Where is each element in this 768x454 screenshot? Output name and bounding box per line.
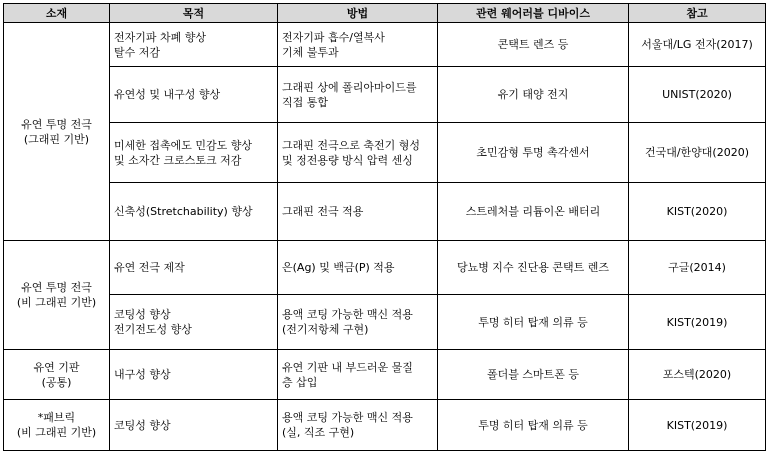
table-row [4,23,766,67]
device-cell: 유기 태양 전지 [438,67,629,123]
purpose-cell: 내구성 향상 [110,350,278,400]
header-row [4,4,766,23]
purpose-cell: 전자기파 차폐 향상 탈수 저감 [110,23,278,67]
device-cell: 투명 히터 탑재 의류 등 [438,400,629,451]
device-cell: 콘택트 렌즈 등 [438,23,629,67]
purpose-cell: 유연 전극 제작 [110,241,278,295]
comparison-table [3,3,766,451]
method-cell: 그래핀 상에 폴리아마이드를 직접 통합 [278,67,438,123]
method-cell: 유연 기판 내 부드러운 물질 층 삽입 [278,350,438,400]
reference-cell: 구글(2014) [629,241,766,295]
table-row [4,400,766,451]
purpose-cell: 코팅성 향상 [110,400,278,451]
category-cell: 유연 투명 전극 (그래핀 기반) [4,23,110,241]
reference-cell: UNIST(2020) [629,67,766,123]
device-cell: 당뇨병 지수 진단용 콘택트 렌즈 [438,241,629,295]
method-cell: 은(Ag) 및 백금(P) 적용 [278,241,438,295]
reference-cell: 서울대/LG 전자(2017) [629,23,766,67]
table-row [4,350,766,400]
method-cell: 용액 코팅 가능한 맥신 적용 (전기저항체 구현) [278,295,438,350]
header-material: 소재 [4,4,110,23]
table-row [4,67,766,123]
reference-cell: KIST(2019) [629,295,766,350]
header-purpose: 목적 [110,4,278,23]
header-reference: 참고 [629,4,766,23]
table-row [4,241,766,295]
purpose-cell: 미세한 접촉에도 민감도 향상 및 소자간 크로스토크 저감 [110,123,278,183]
purpose-cell: 코팅성 향상 전기전도성 향상 [110,295,278,350]
reference-cell: KIST(2019) [629,400,766,451]
header-device: 관련 웨어러블 디바이스 [438,4,629,23]
purpose-cell: 신축성(Stretchability) 향상 [110,183,278,241]
category-cell: 유연 기판 (공통) [4,350,110,400]
method-cell: 그래핀 전극 적용 [278,183,438,241]
method-cell: 그래핀 전극으로 축전기 형성 및 정전용량 방식 압력 센싱 [278,123,438,183]
device-cell: 폴더블 스마트폰 등 [438,350,629,400]
reference-cell: 포스텍(2020) [629,350,766,400]
device-cell: 투명 히터 탑재 의류 등 [438,295,629,350]
reference-cell: 건국대/한양대(2020) [629,123,766,183]
purpose-cell: 유연성 및 내구성 향상 [110,67,278,123]
table-row [4,123,766,183]
reference-cell: KIST(2020) [629,183,766,241]
category-cell: 유연 투명 전극 (비 그래핀 기반) [4,241,110,350]
method-cell: 전자기파 흡수/열복사 기체 불투과 [278,23,438,67]
table-row [4,295,766,350]
method-cell: 용액 코팅 가능한 맥신 적용 (실, 직조 구현) [278,400,438,451]
table-row [4,183,766,241]
header-method: 방법 [278,4,438,23]
device-cell: 스트레처블 리튬이온 배터리 [438,183,629,241]
device-cell: 초민감형 투명 촉각센서 [438,123,629,183]
category-cell: *패브릭 (비 그래핀 기반) [4,400,110,451]
